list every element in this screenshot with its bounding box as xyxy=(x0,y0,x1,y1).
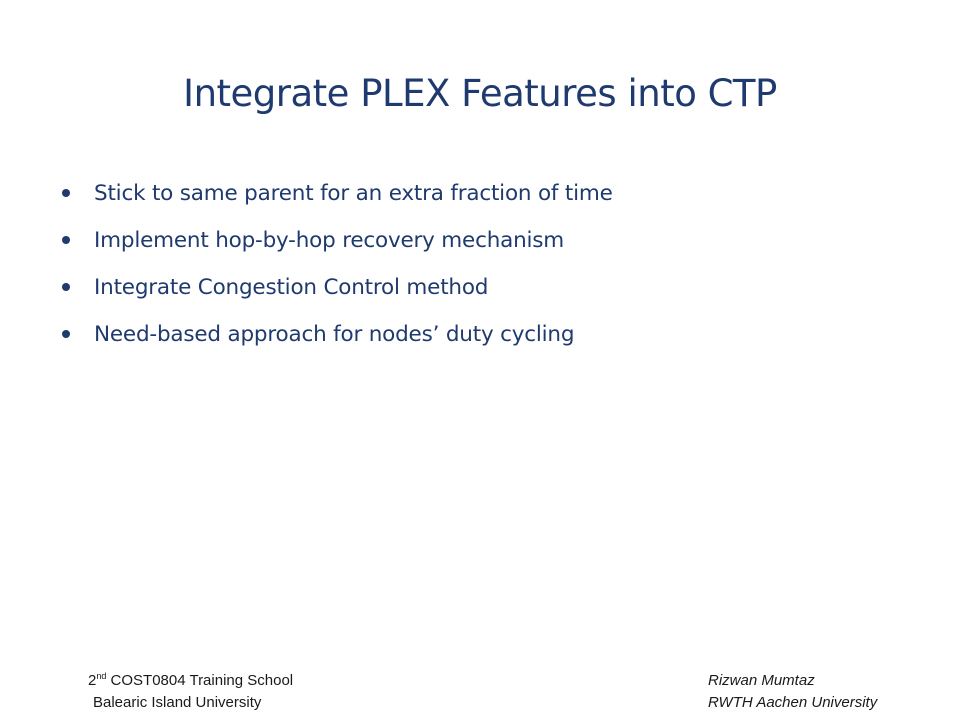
bullet-dot-icon xyxy=(62,236,70,244)
bullet-dot-icon xyxy=(62,189,70,197)
bullet-item xyxy=(60,217,613,264)
slide-title: Integrate PLEX Features into CTP xyxy=(183,72,777,115)
footer-event-name xyxy=(88,670,293,692)
footer-event-info xyxy=(88,670,293,714)
bullet-list xyxy=(60,170,613,358)
footer-ordinal-suffix: nd xyxy=(96,671,107,681)
footer-author-name: Rizwan Mumtaz xyxy=(708,672,815,689)
footer-event-venue: Balearic Island University xyxy=(93,694,262,711)
bullet-dot-icon xyxy=(62,283,70,291)
footer-author-info xyxy=(708,670,877,714)
footer-ordinal-number: 2 xyxy=(88,672,97,689)
bullet-dot-icon xyxy=(62,330,70,338)
footer-author-affiliation: RWTH Aachen University xyxy=(708,694,878,711)
bullet-item xyxy=(60,170,613,217)
bullet-text: Implement hop-by-hop recovery mechanism xyxy=(94,228,565,253)
bullet-text: Need-based approach for nodes’ duty cycling xyxy=(94,322,575,347)
bullet-text: Integrate Congestion Control method xyxy=(94,275,489,300)
bullet-item xyxy=(60,264,613,311)
footer-event-title: COST0804 Training School xyxy=(106,672,294,689)
bullet-item xyxy=(60,311,613,358)
bullet-text: Stick to same parent for an extra fraction of time xyxy=(94,181,613,206)
